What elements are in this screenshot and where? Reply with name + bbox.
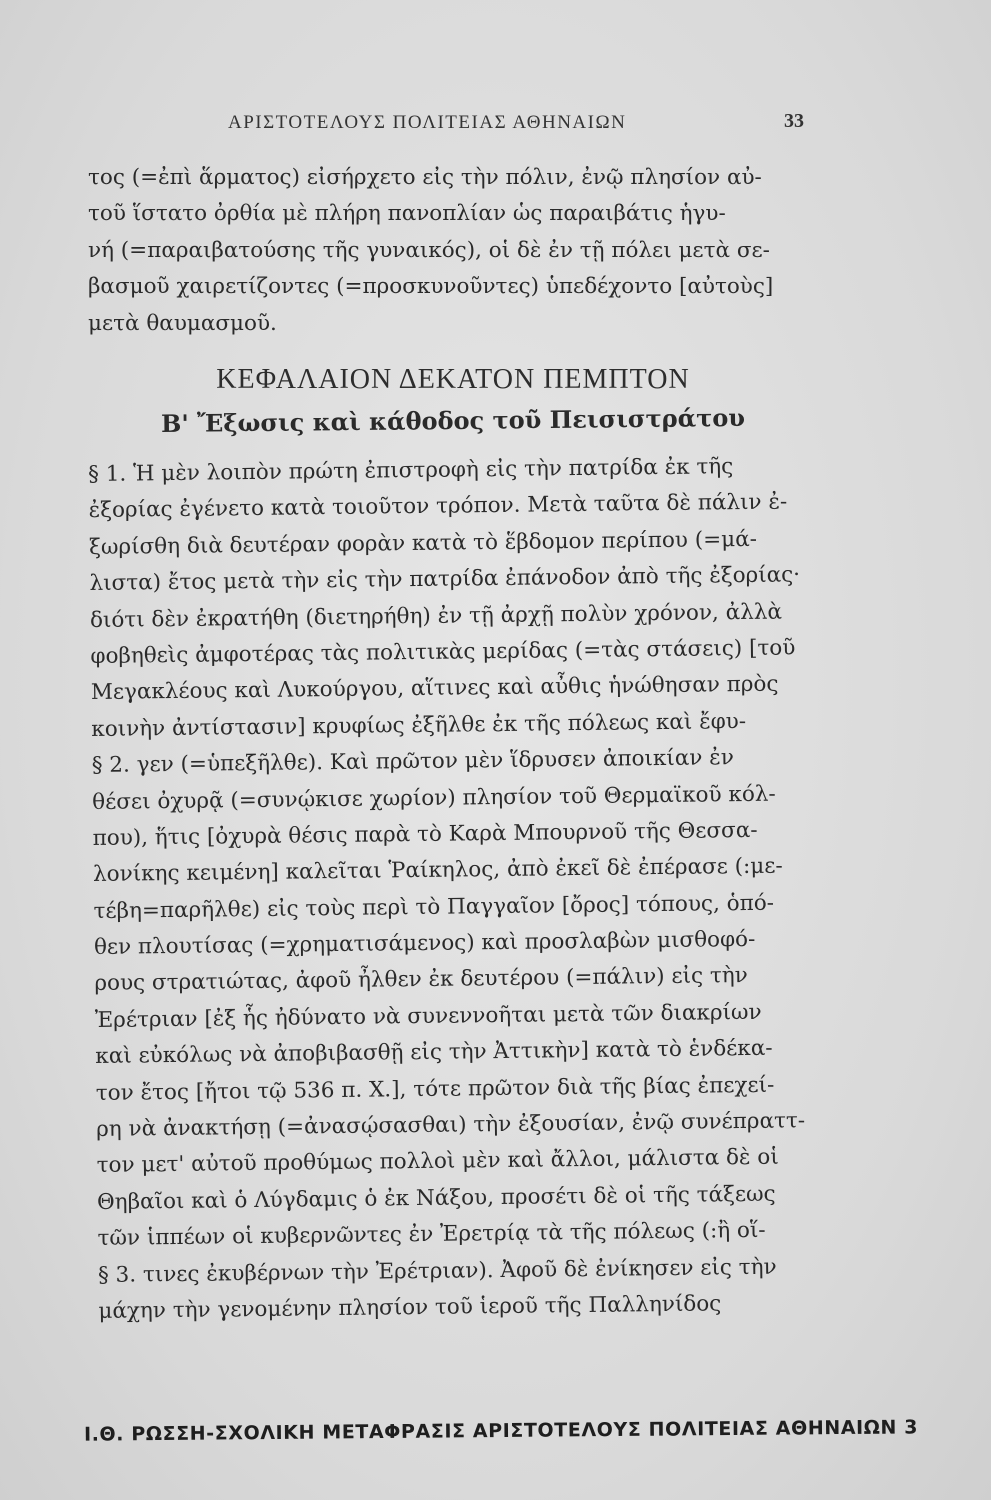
page-footer: Ι.Θ. ΡΩΣΣΗ-ΣΧΟΛΙΚΗ ΜΕΤΑΦΡΑΣΙΣ ΑΡΙΣΤΟΤΕΛΟΥΣ ΠΟΛΙΤΕΙΑΣ ΑΘΗΝΑΙΩΝ 3 xyxy=(83,1416,919,1446)
text-line: ἐξορίας ἐγένετο κατὰ τοιοῦτον τρόπον. Μετὰ ταῦτα δὲ πάλιν ἐ- xyxy=(88,489,788,524)
text-line: διότι δὲν ἐκρατήθη (διετηρήθη) ἐν τῇ ἀρχῇ πολὺν χρόνον, ἀλλὰ xyxy=(89,599,783,633)
text-line: τοῦ ἵστατο ὀρθία μὲ πλήρη πανοπλίαν ὡς παραιβάτις ἡγυ- xyxy=(88,201,726,227)
text-line: θεν πλουτίσας (=χρηματισάμενος) καὶ προσλαβὼν μισθοφό- xyxy=(93,926,756,960)
text-line: φοβηθεὶς ἀμφοτέρας τὰς πολιτικὰς μερίδας (=τὰς στάσεις) [τοῦ xyxy=(90,635,796,669)
section-title: Β' Ἔξωσις καὶ κάθοδος τοῦ Πεισιστράτου xyxy=(160,402,746,439)
text-line: μάχην τὴν γενομένην πλησίον τοῦ ἱεροῦ τῆς Παλληνίδος xyxy=(98,1291,722,1324)
intro-paragraph xyxy=(88,160,818,342)
chapter-title: ΚΕΦΑΛΑΙΟΝ ΔΕΚΑΤΟΝ ΠΕΜΠΤΟΝ xyxy=(216,363,690,395)
text-line: τέβη=παρῆλθε) εἰς τοὺς περὶ τὸ Παγγαῖον [ὄρος] τόπους, ὁπό- xyxy=(93,890,775,924)
page-number: 33 xyxy=(784,110,804,132)
text-line: Μεγακλέους καὶ Λυκούργου, αἵτινες καὶ αὖθις ἡνώθησαν πρὸς xyxy=(90,671,779,706)
text-line: Ἐρέτριαν [ἐξ ἧς ἠδύνατο νὰ συνεννοῆται μετὰ τῶν διακρίων xyxy=(94,999,762,1033)
text-line: τος (=ἐπὶ ἅρματος) εἰσήρχετο εἰς τὴν πόλιν, ἐνῷ πλησίον αὐ- xyxy=(88,165,762,190)
page-header xyxy=(0,102,991,142)
text-line: § 3. τινες ἐκυβέρνων τὴν Ἐρέτριαν). Ἀφοῦ δὲ ἐνίκησεν εἰς τὴν xyxy=(97,1254,777,1288)
text-line: ξωρίσθη διὰ δευτέραν φορὰν κατὰ τὸ ἕβδομον περίπου (=μά- xyxy=(88,526,758,560)
text-line: νή (=παραιβατούσης τῆς γυναικός), οἱ δὲ ἐν τῇ πόλει μετὰ σε- xyxy=(88,237,770,263)
text-line: που), ἥτις [ὀχυρὰ θέσις παρὰ τὸ Καρὰ Μπουρνοῦ τῆς Θεσσα- xyxy=(92,817,758,851)
running-title: ΑΡΙΣΤΟΤΕΛΟΥΣ ΠΟΛΙΤΕΙΑΣ ΑΘΗΝΑΙΩΝ xyxy=(228,112,627,133)
text-line: λιστα) ἔτος μετὰ τὴν εἰς τὴν πατρίδα ἐπάνοδον ἀπὸ τῆς ἐξορίας· xyxy=(89,562,801,597)
body-text xyxy=(88,160,818,1330)
text-line: θέσει ὀχυρᾷ (=συνῴκισε χωρίον) πλησίον τοῦ Θερμαϊκοῦ κόλ- xyxy=(92,781,776,815)
main-paragraph xyxy=(88,448,829,1330)
text-line: λονίκης κειμένη] καλεῖται Ῥαίκηλος, ἀπὸ ἐκεῖ δὲ ἐπέρασε (:με- xyxy=(92,853,783,888)
text-line: καὶ εὐκόλως νὰ ἀποβιβασθῇ εἰς τὴν Ἀττικὴν] κατὰ τὸ ἑνδέκα- xyxy=(95,1035,773,1070)
text-line: τον ἔτος [ἤτοι τῷ 536 π. Χ.], τότε πρῶτον διὰ τῆς βίας ἐπεχεί- xyxy=(95,1072,775,1106)
text-line: μετὰ θαυμασμοῦ. xyxy=(88,310,277,336)
text-line: βασμοῦ χαιρετίζοντες (=προσκυνοῦντες) ὑπεδέχοντο [αὐτοὺς] xyxy=(88,274,774,300)
text-line: τον μετ' αὐτοῦ προθύμως πολλοὶ μὲν καὶ ἄλλοι, μάλιστα δὲ οἱ xyxy=(96,1144,779,1179)
text-line: ρη νὰ ἀνακτήσῃ (=ἀνασῴσασθαι) τὴν ἐξουσίαν, ἐνῷ συνέπραττ- xyxy=(96,1108,806,1142)
text-line: κοινὴν ἀντίστασιν] κρυφίως ἐξῆλθε ἐκ τῆς πόλεως καὶ ἔφυ- xyxy=(91,708,747,742)
text-line: § 2. γεν (=ὑπεξῆλθε). Καὶ πρῶτον μὲν ἵδρυσεν ἀποικίαν ἐν xyxy=(91,745,734,779)
text-line: Θηβαῖοι καὶ ὁ Λύγδαμις ὁ ἐκ Νάξου, προσέτι δὲ οἱ τῆς τάξεως xyxy=(96,1181,776,1215)
text-line: τῶν ἱππέων οἱ κυβερνῶντες ἐν Ἐρετρίᾳ τὰ τῆς πόλεως (:ἢ οἵ- xyxy=(97,1217,766,1252)
text-line: ρους στρατιώτας, ἀφοῦ ἦλθεν ἐκ δευτέρου (=πάλιν) εἰς τὴν xyxy=(94,963,748,997)
text-line: § 1. Ἡ μὲν λοιπὸν πρώτη ἐπιστροφὴ εἰς τὴν πατρίδα ἐκ τῆς xyxy=(88,454,734,487)
